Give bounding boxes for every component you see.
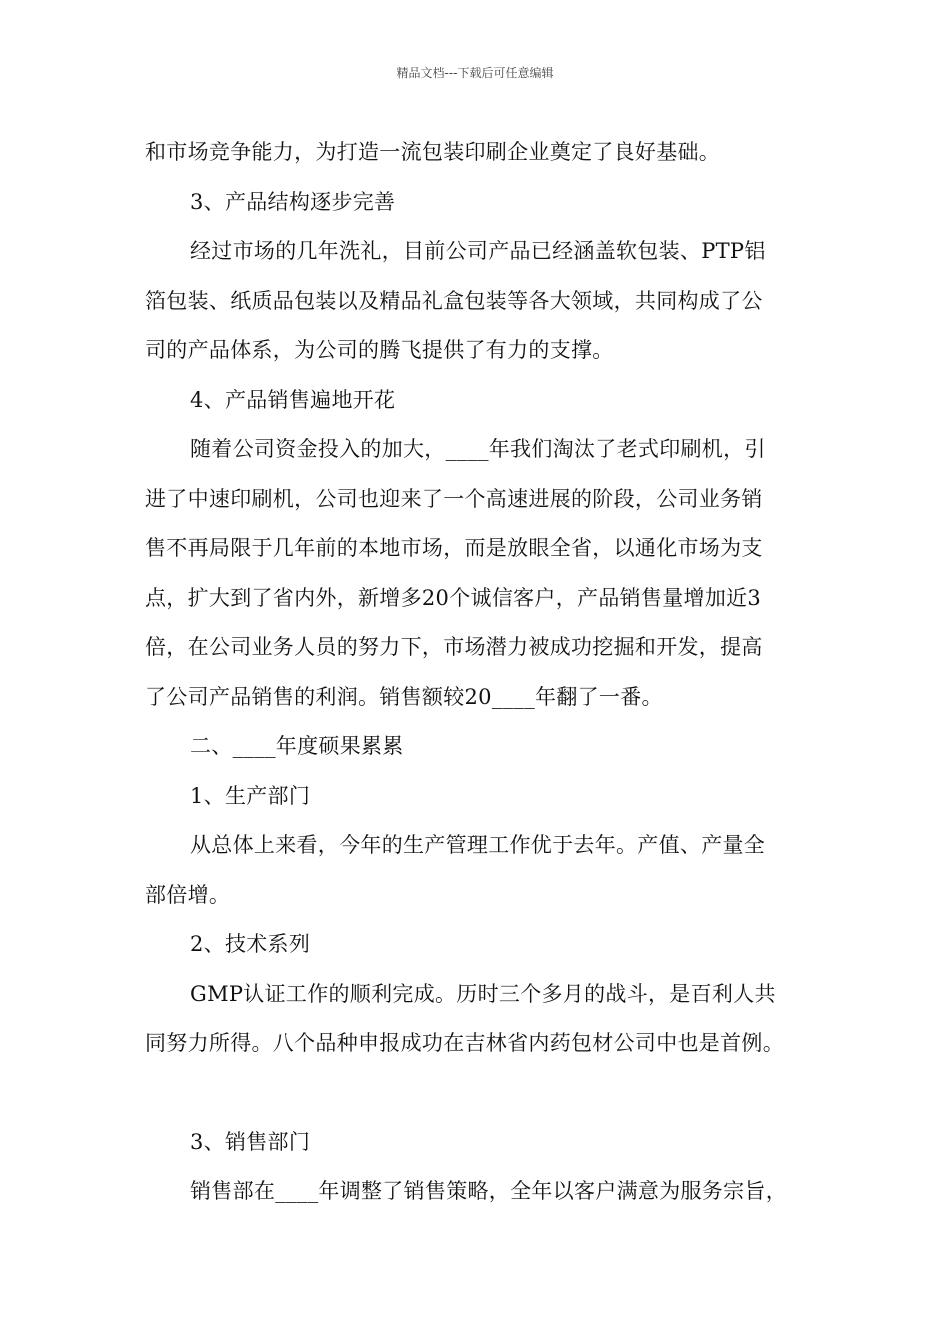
paragraph-line: 销售部在____年调整了销售策略，全年以客户满意为服务宗旨， — [190, 1179, 787, 1203]
section-heading: 2、技术系列 — [190, 932, 311, 956]
paragraph-line: 和市场竞争能力，为打造一流包装印刷企业奠定了良好基础。 — [145, 140, 721, 164]
paragraph-line: 点，扩大到了省内外，新增多20个诚信客户，产品销售量增加近3 — [145, 585, 762, 610]
document-body — [145, 128, 825, 1217]
paragraph-line: 司的产品体系，为公司的腾飞提供了有力的支撑。 — [145, 338, 614, 362]
paragraph-line: 售不再局限于几年前的本地市场，而是放眼全省，以通化市场为支 — [145, 536, 763, 560]
paragraph-line: 进了中速印刷机，公司也迎来了一个高速进展的阶段，公司业务销 — [145, 486, 763, 511]
paragraph-line: 部倍增。 — [145, 882, 231, 907]
section-heading: 4、产品销售遍地开花 — [190, 387, 396, 412]
paragraph-line: 随着公司资金投入的加大，____年我们淘汰了老式印刷机，引 — [190, 437, 766, 461]
paragraph-gap — [145, 1069, 825, 1118]
paragraph-line: 倍，在公司业务人员的努力下，市场潜力被成功挖掘和开发，提高 — [145, 635, 763, 659]
page-header: 精品文档---下载后可任意编辑 — [396, 66, 554, 80]
section-heading: 3、产品结构逐步完善 — [190, 189, 396, 214]
paragraph-line: 从总体上来看，今年的生产管理工作优于去年。产值、产量全 — [190, 833, 766, 857]
section-heading: 1、生产部门 — [190, 783, 311, 808]
section-heading: 3、销售部门 — [190, 1129, 311, 1154]
chapter-heading: 二、____年度硕果累累 — [190, 734, 404, 758]
paragraph-line: 同努力所得。八个品种申报成功在吉林省内药包材公司中也是首例。 — [145, 1031, 784, 1055]
paragraph-line: 经过市场的几年洗礼，目前公司产品已经涵盖软包装、PTP铝 — [190, 239, 766, 263]
paragraph-line: GMP认证工作的顺利完成。历时三个多月的战斗，是百利人共 — [190, 981, 776, 1006]
paragraph-line: 箔包装、纸质品包装以及精品礼盒包装等各大领域，共同构成了公 — [145, 288, 763, 313]
paragraph-line: 了公司产品销售的利润。销售额较20____年翻了一番。 — [145, 684, 663, 709]
